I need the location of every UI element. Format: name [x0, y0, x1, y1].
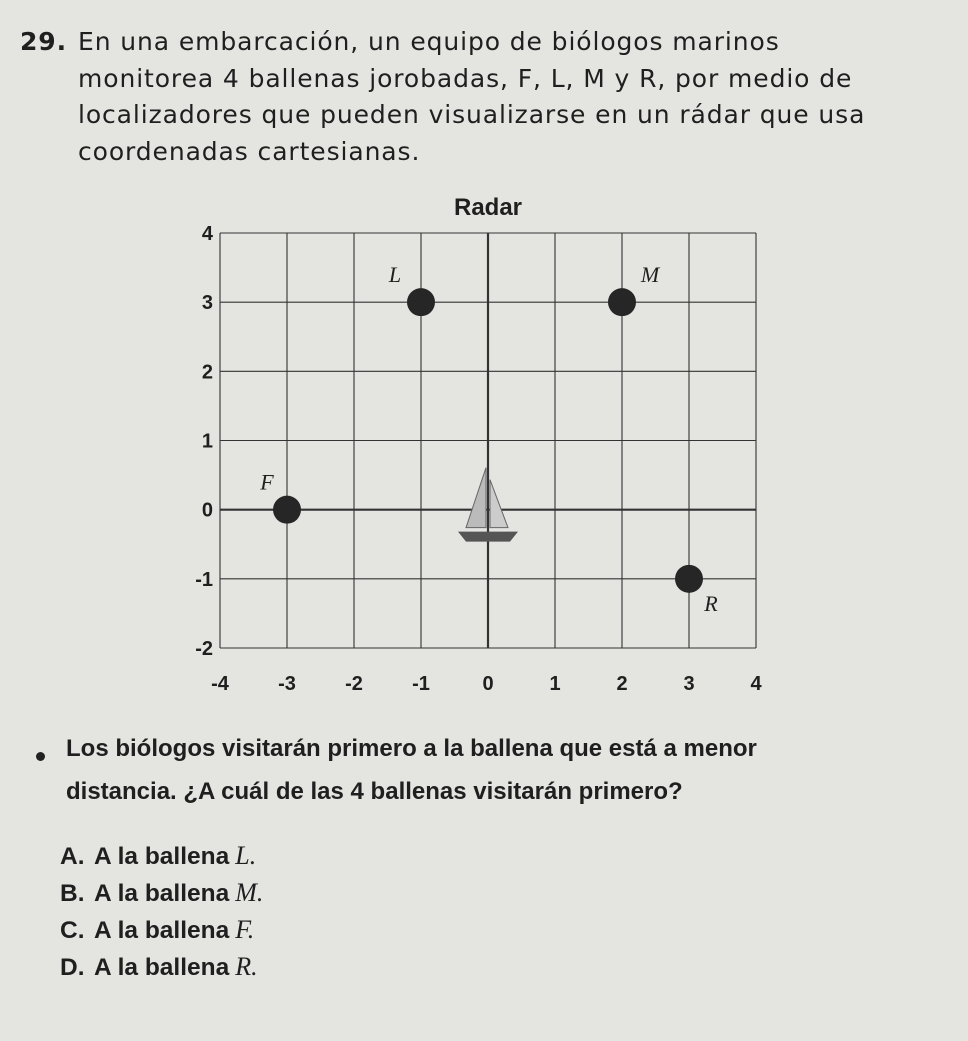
- bullet-icon: [36, 752, 45, 761]
- whale-point-m: [608, 288, 636, 316]
- option-a[interactable]: [60, 838, 263, 875]
- chart-title: Radar: [453, 194, 523, 221]
- answer-options: [60, 838, 263, 986]
- option-text: A la ballena: [94, 843, 230, 870]
- option-whale: F.: [235, 915, 255, 944]
- y-tick-label: -1: [195, 568, 213, 591]
- problem-number: 29.: [20, 27, 67, 56]
- question-line: Los biólogos visitarán primero a la ballena que está a menor: [66, 735, 757, 762]
- x-tick-label: 2: [616, 673, 628, 695]
- option-letter: C.: [60, 917, 85, 944]
- y-tick-label: 0: [201, 499, 213, 522]
- intro-line: monitorea 4 ballenas jorobadas, F, L, M y R, por medio de: [78, 63, 853, 93]
- y-tick-label: -2: [195, 638, 213, 660]
- intro-line: En una embarcación, un equipo de biólogos marinos: [78, 27, 780, 56]
- question: [66, 727, 946, 813]
- option-text: A la ballena: [94, 954, 230, 981]
- x-tick-label: -2: [345, 673, 363, 695]
- option-d[interactable]: [60, 949, 263, 986]
- x-tick-label: 0: [482, 673, 494, 695]
- x-tick-label: 1: [549, 673, 561, 695]
- option-text: A la ballena: [94, 917, 230, 944]
- y-tick-label: 1: [201, 430, 213, 453]
- option-text: A la ballena: [94, 880, 230, 907]
- boat-sail: [466, 468, 486, 528]
- option-c[interactable]: [60, 912, 263, 949]
- intro-line: coordenadas cartesianas.: [78, 136, 421, 166]
- option-whale: M.: [235, 878, 264, 907]
- whale-label: L: [388, 262, 402, 288]
- y-tick-label: 3: [201, 292, 213, 315]
- x-tick-label: -1: [412, 673, 430, 695]
- whale-point-f: [273, 496, 301, 524]
- option-letter: B.: [60, 880, 85, 907]
- option-letter: A.: [60, 843, 85, 870]
- y-tick-label: 2: [201, 361, 213, 384]
- y-tick-label: 4: [201, 223, 213, 245]
- boat-sail: [490, 480, 508, 528]
- x-tick-label: 3: [683, 673, 695, 695]
- boat-hull: [458, 532, 518, 542]
- intro-line: localizadores que pueden visualizarse en un rádar que usa: [78, 100, 866, 129]
- whale-label: M: [640, 262, 660, 288]
- question-line: distancia. ¿A cuál de las 4 ballenas visitarán primero?: [66, 778, 683, 805]
- whale-label: F: [260, 469, 274, 495]
- whale-point-l: [407, 288, 435, 316]
- x-tick-label: 4: [750, 673, 762, 695]
- x-tick-label: -4: [211, 673, 229, 695]
- option-whale: R.: [235, 952, 258, 981]
- option-whale: L.: [235, 841, 257, 870]
- option-letter: D.: [60, 954, 85, 981]
- option-b[interactable]: [60, 875, 263, 912]
- whale-label: R: [704, 590, 718, 616]
- whale-point-r: [675, 565, 703, 593]
- x-tick-label: -3: [278, 673, 296, 695]
